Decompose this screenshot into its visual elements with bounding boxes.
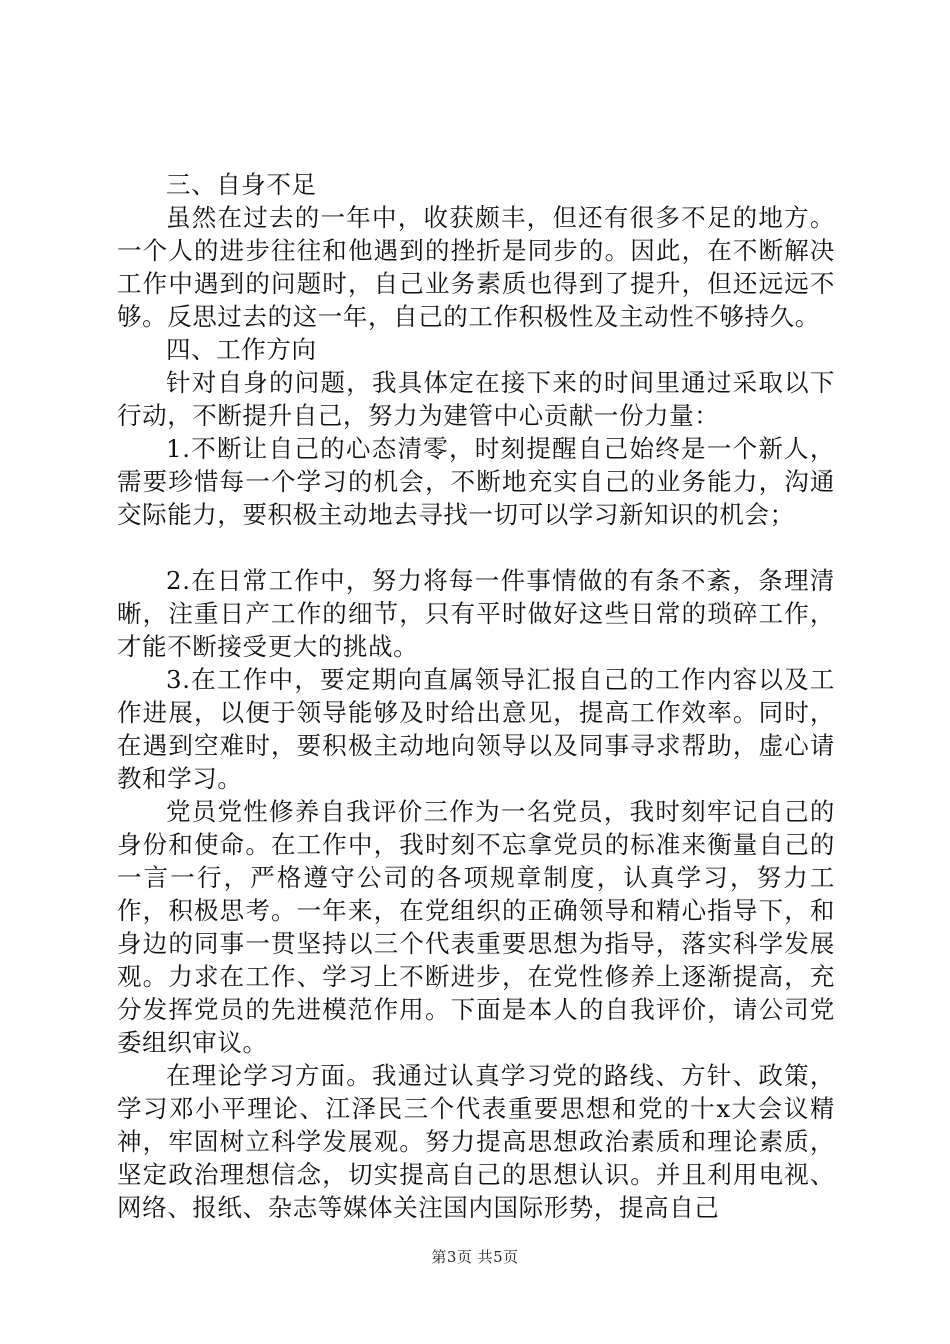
list-item-1: 1.不断让自己的心态清零，时刻提醒自己始终是一个新人，需要珍惜每一个学习的机会，不断地充实自己的业务能力，沟通交际能力，要积极主动地去寻找一切可以学习新知识的机会；: [117, 434, 835, 529]
section-heading-work-direction: 四、工作方向: [166, 335, 317, 364]
paragraph-shortcomings: 虽然在过去的一年中，收获颇丰，但还有很多不足的地方。一个人的进步往往和他遇到的挫折是同步的。因此，在不断解决工作中遇到的问题时，自己业务素质也得到了提升，但还远远不够。反思过去的这一年，自己的工作积极性及主动性不够持久。: [117, 203, 835, 331]
paragraph-party-self-evaluation: 党员党性修养自我评价三作为一名党员，我时刻牢记自己的身份和使命。在工作中，我时刻不忘拿党员的标准来衡量自己的一言一行，严格遵守公司的各项规章制度，认真学习，努力工作，积极思考。一年来，在党组织的正确领导和精心指导下，和身边的同事一贯坚持以三个代表重要思想为指导，落实科学发展观。力求在工作、学习上不断进步，在党性修养上逐渐提高，充分发挥党员的先进模范作用。下面是本人的自我评价，请公司党委组织审议。: [117, 797, 835, 1057]
list-item-2: 2.在日常工作中，努力将每一件事情做的有条不紊，条理清晰，注重日产工作的细节，只有平时做好这些日常的琐碎工作，才能不断接受更大的挑战。: [117, 566, 835, 661]
paragraph-theory-study: 在理论学习方面。我通过认真学习党的路线、方针、政策，学习邓小平理论、江泽民三个代表重要思想和党的十x大会议精神，牢固树立科学发展观。努力提高思想政治素质和理论素质，坚定政治理想信念，切实提高自己的思想认识。并且利用电视、网络、报纸、杂志等媒体关注国内国际形势，提高自己: [117, 1061, 835, 1222]
list-item-3: 3.在工作中，要定期向直属领导汇报自己的工作内容以及工作进展，以便于领导能够及时给出意见，提高工作效率。同时，在遇到空难时，要积极主动地向领导以及同事寻求帮助，虚心请教和学习。: [117, 665, 835, 793]
paragraph-work-direction-intro: 针对自身的问题，我具体定在接下来的时间里通过采取以下行动，不断提升自己，努力为建管中心贡献一份力量：: [117, 368, 835, 430]
section-heading-shortcomings: 三、自身不足: [166, 170, 317, 199]
page-footer: 第3页 共5页: [431, 1248, 519, 1266]
document-body: [117, 168, 835, 1224]
